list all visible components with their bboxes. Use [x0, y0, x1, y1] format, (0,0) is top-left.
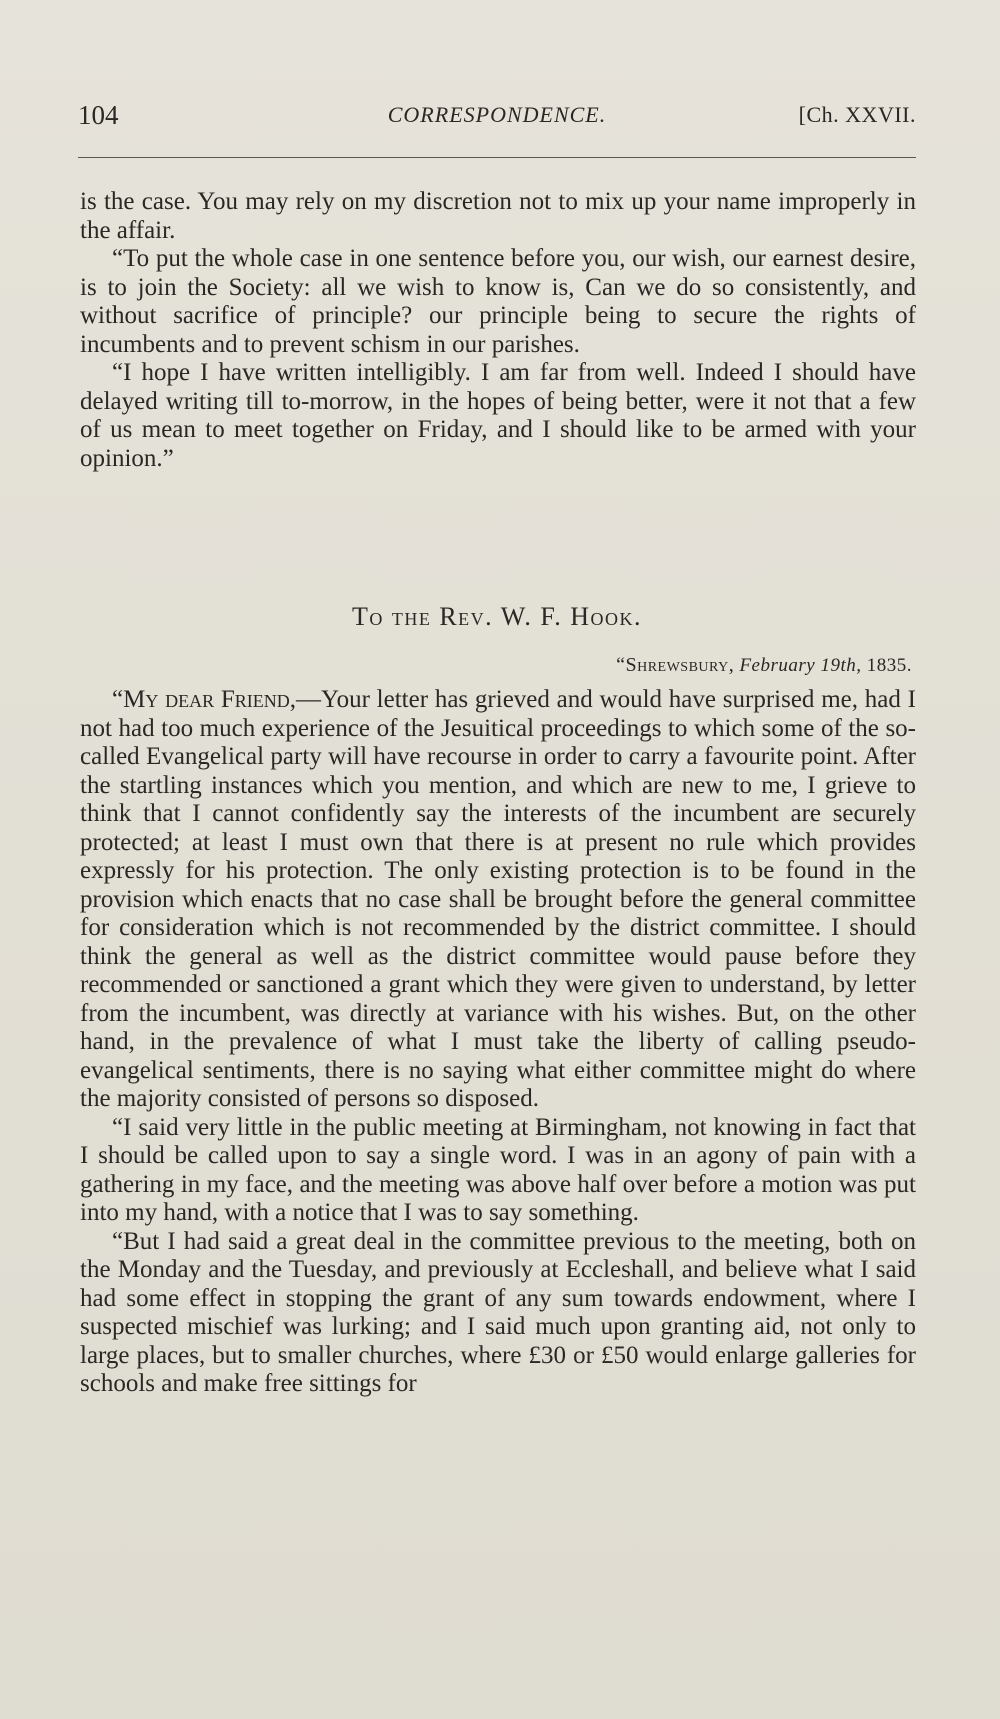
- dateline-month: February: [739, 655, 816, 676]
- section-continued-letter: [80, 188, 916, 473]
- dateline-place: “Shrewsbury,: [616, 654, 735, 676]
- page-number: 104: [78, 100, 119, 130]
- page-header: [78, 100, 916, 140]
- letter-dateline: [616, 654, 912, 677]
- paragraph: “But I had said a great deal in the committee previous to the meeting, both on the Monday and the Tuesday, and previously at Eccleshall, and believe what I said had some effect in stopping the grant of any sum towards endowment, where I suspected mischief was lurking; and I said much upon granting aid, not only to large places, but to smaller churches, where £30 or £50 would enlarge galleries for schools and make free sittings for: [80, 1227, 916, 1397]
- running-title: CORRESPONDENCE.: [387, 102, 607, 127]
- dateline-day: 19th,: [820, 655, 862, 676]
- letter-body: [80, 686, 916, 1399]
- paragraph: “I hope I have written intelligibly. I am far from well. Indeed I should have delayed writing till to-morrow, in the hopes of being better, were it not that a few of us mean to meet together on Friday, and I should like to be armed with your opinion.”: [80, 359, 916, 472]
- paragraph: “To put the whole case in one sentence before you, our wish, our earnest desire, is to join the Society: all we wish to know is, Can we do so consistently, and without sacrifice of principle? our principle being to secure the rights of incumbents and to prevent schism in our parishes.: [80, 245, 916, 358]
- paragraph: is the case. You may rely on my discretion not to mix up your name improperly in the affair.: [80, 188, 916, 244]
- paragraph-text: —Your letter has grieved and would have surprised me, had I not had too much experience of the Jesuitical proceedings to which some of the so-called Evangelical party will have recourse in order to carry a favourite point. After the startling instances which you mention, and which are new to me, I grieve to think that I cannot confidently say the interests of the incumbent are securely protected; at least I must own that there is at present no rule which provides expressly for his protection. The only existing protection is to be found in the provision which enacts that no case shall be brought before the general committee for consideration which is not recommended by the district committee. I should think the general as well as the district committee would pause before they recommended or sanctioned a grant which they were given to understand, by letter from the incumbent, was directly at variance with his wishes. But, on the other hand, in the prevalence of what I must take the liberty of calling pseudo-evangelical sentiments, there is no saying what either committee might do where the majority consisted of persons so disposed.: [80, 686, 916, 1112]
- dateline-year: 1835.: [866, 655, 912, 676]
- header-rule: [78, 157, 916, 158]
- letter-heading: To the Rev. W. F. Hook.: [351, 602, 643, 631]
- paragraph: “I said very little in the public meeting at Birmingham, not knowing in fact that I should be called upon to say a single word. I was in an agony of pain with a gathering in my face, and the meeting was above half over before a motion was put into my hand, with a notice that I was to say something.: [80, 1113, 916, 1226]
- paragraph: [80, 686, 916, 1114]
- salutation: “My dear Friend,: [112, 686, 297, 713]
- chapter-label: [Ch. XXVII.: [798, 102, 916, 127]
